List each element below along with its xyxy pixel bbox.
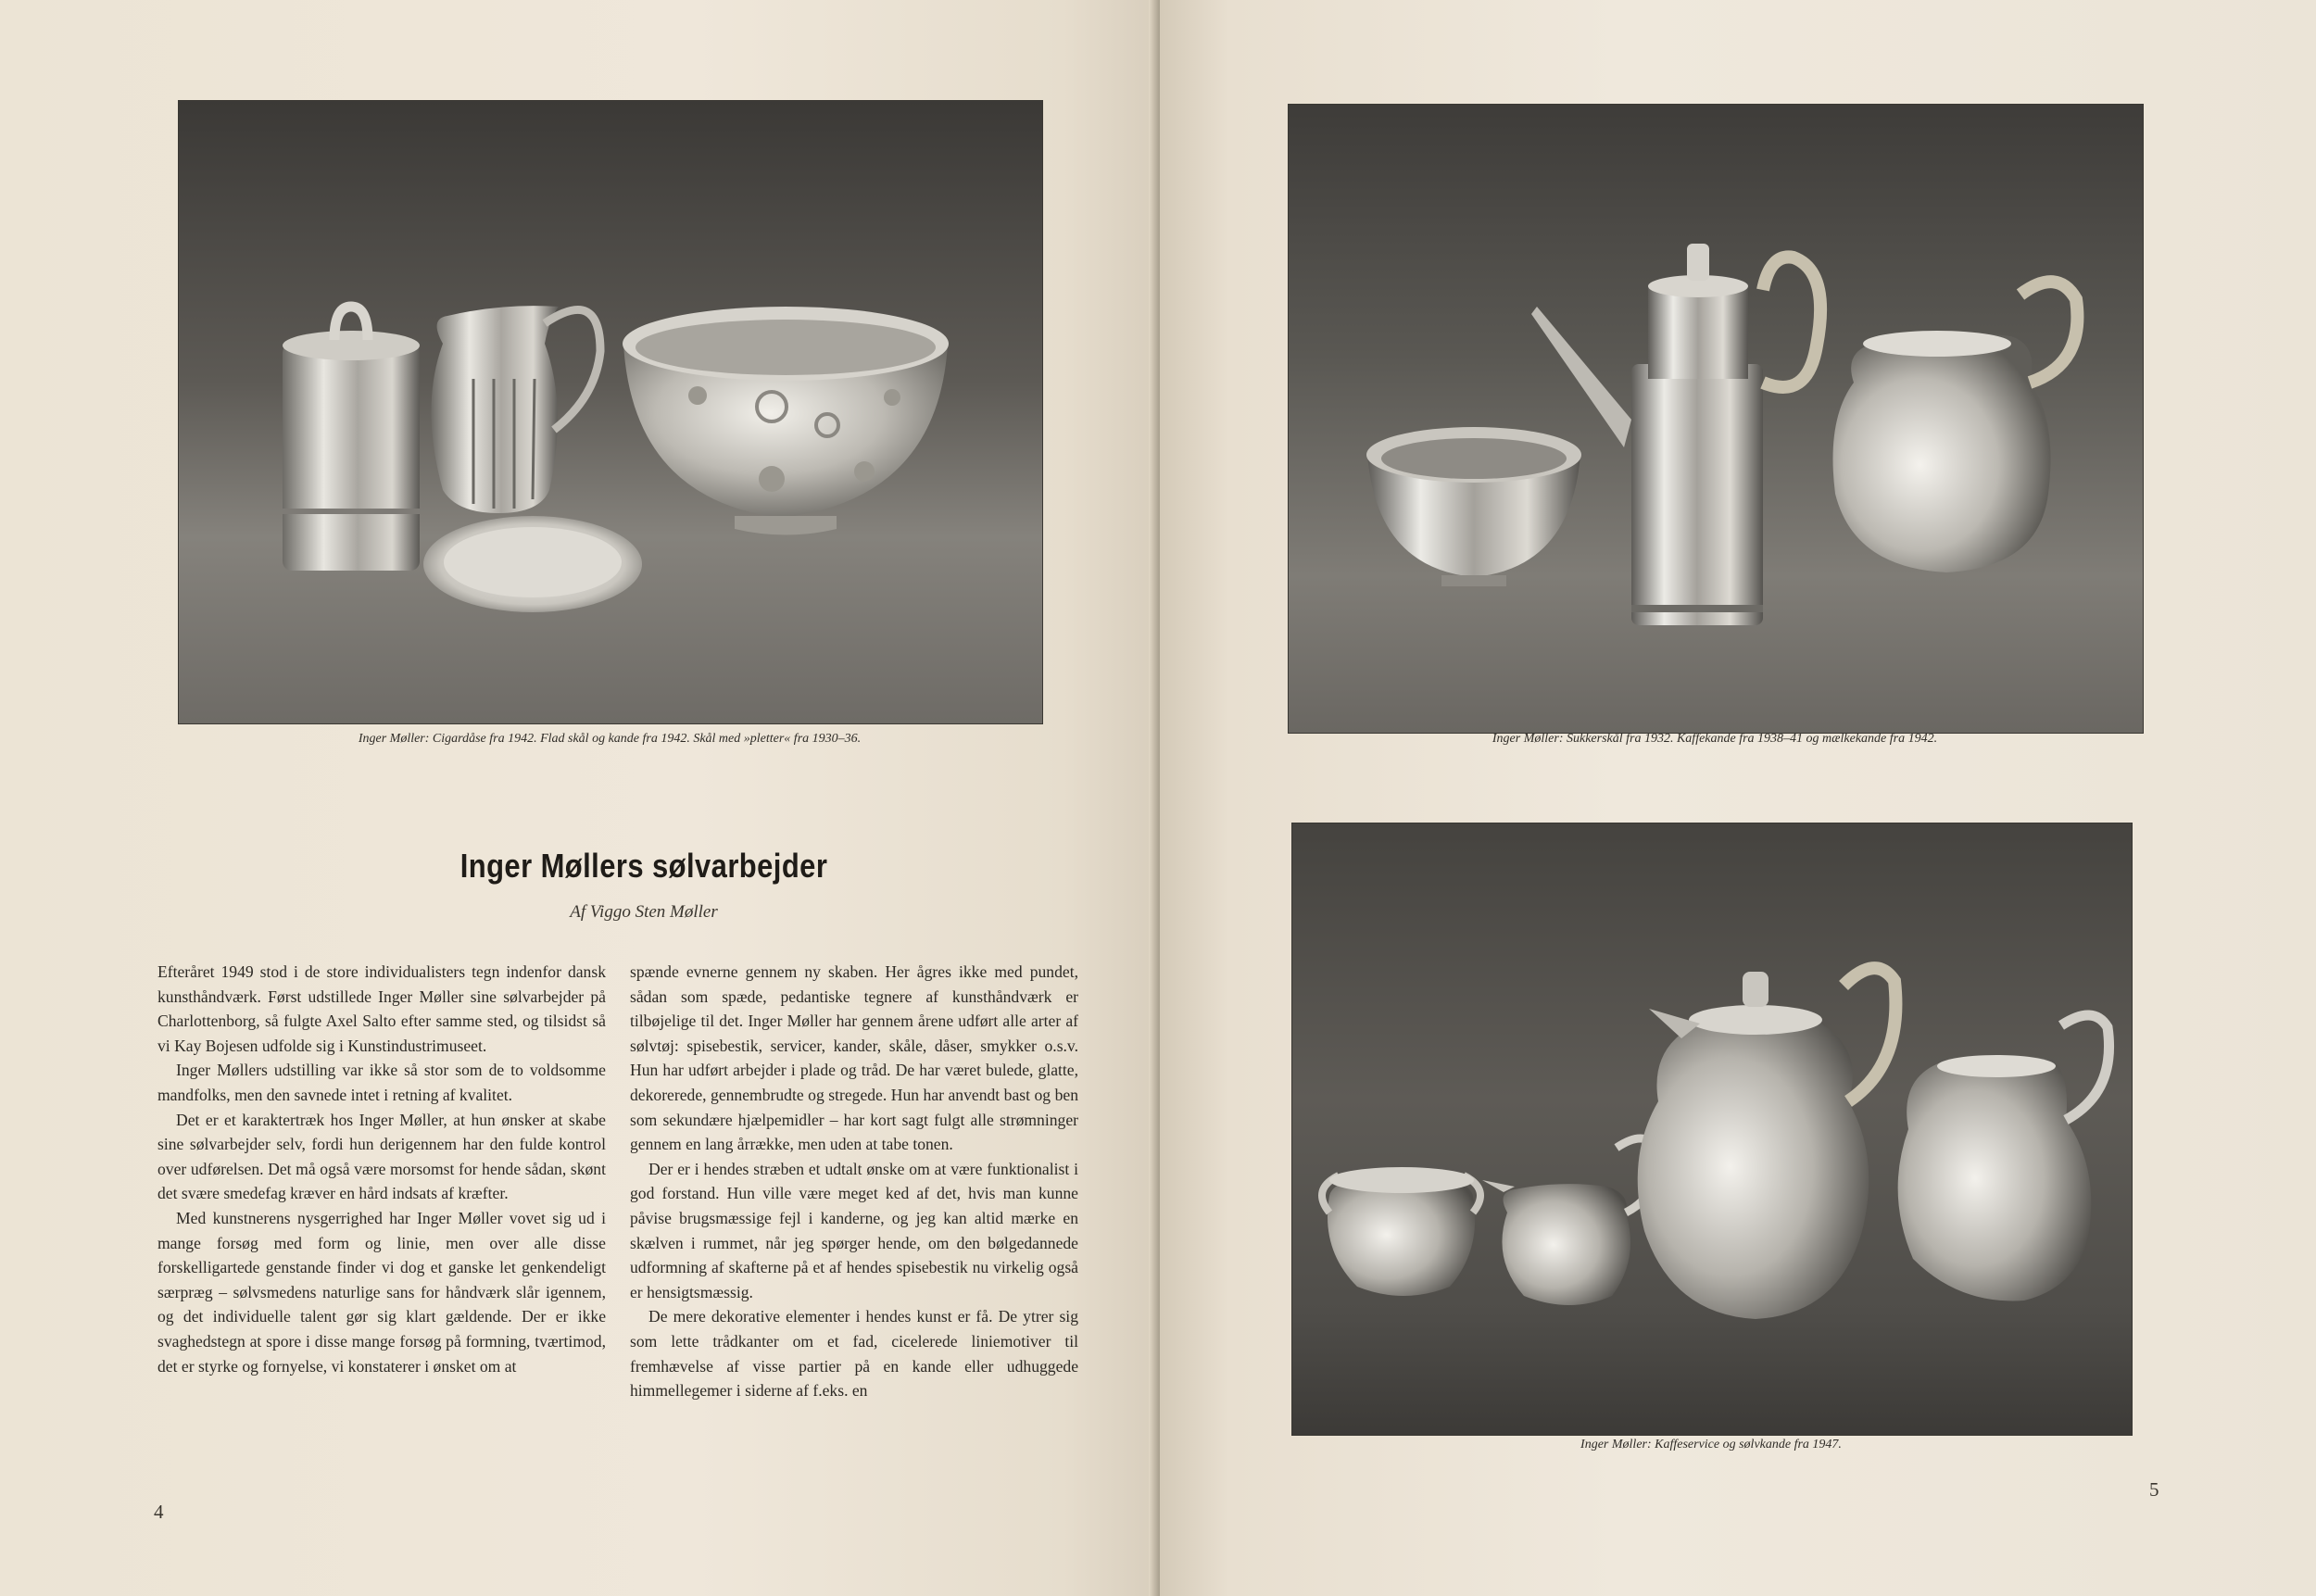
photo-silverware-illustration [179,101,1042,723]
photo-coffee-set-1932-1942 [1288,104,2144,734]
text-column-1 [157,960,606,1378]
photo-coffee-set-illustration [1289,105,2143,733]
page-number: 4 [154,1501,164,1523]
photo-coffee-service-illustration [1292,823,2132,1435]
photo-silverware-1942 [178,100,1043,724]
right-page [1160,0,2316,1596]
paragraph: De mere dekorative elementer i hendes kunst er få. De ytrer sig som lette trådkanter om et fad, cicelerede liniemotiver til fremhævelse af visse partier på en kande eller udhuggede himmellegemer i siderne af f.eks. en [630,1307,1078,1401]
paragraph: Inger Møllers udstilling var ikke så stor som de to voldsomme mandfolks, men den savnede intet i retning af kvalitet. [157,1061,606,1104]
article-title: Inger Møllers sølvarbejder [459,847,828,885]
paragraph: Det er et karaktertræk hos Inger Møller, at hun ønsker at skabe sine sølvarbejder selv, fordi hun derigennem har den fulde kontrol over udførelsen. Det må også være morsomst for hende sådan, skønt det svære smedefag kræver en hård indsats af kræfter. [157,1110,606,1203]
paragraph: Der er i hendes stræben et udtalt ønske om at være funktionalist i god forstand. Hun ville være meget ked af det, hvis man kunne påvise brugsmæssige fejl i kanderne, og jeg kan altid mærke en skælven i rummet, når jeg spørger hende, om den bølgedannede udformning af skafterne på et af hendes spisebestik nu virkelig også er hensigtsmæssig. [630,1159,1078,1301]
photo-caption: Inger Møller: Sukkerskål fra 1932. Kaffekande fra 1938–41 og mælkekande fra 1942. [1492,732,1938,746]
paragraph: Efteråret 1949 stod i de store individualisters tegn indenfor dansk kunsthåndværk. Først udstillede Inger Møller sine sølvarbejder på Charlottenborg, så fulgte Axel Salto efter samme sted, og tilsidst så vi Kay Bojesen udfolde sig i Kunstindustrimuseet. [157,962,606,1055]
left-page [0,0,1156,1596]
text-column-2 [630,960,1078,1403]
photo-caption: Inger Møller: Kaffeservice og sølvkande fra 1947. [1580,1438,1842,1451]
page-number: 5 [2149,1478,2159,1501]
article-byline: Af Viggo Sten Møller [570,902,718,922]
paragraph: spænde evnerne gennem ny skaben. Her ågres ikke med pundet, sådan som spæde, pedantiske tegnere af kunsthåndværk er tilbøjelige til det. Inger Møller har gennem årene udført alle arter af sølvtøj: spisebestik, servicer, kander, skåle, dåser, smykker o.s.v. Hun har udført arbejder i plade og tråd. De har været bulede, glatte, dekorerede, gennembrudte og stregede. Hun har anvendt bast og ben som sekundære hjælpemidler – har kort sagt fulgt alle strømninger gennem en lang årrække, men uden at tabe tonen. [630,962,1078,1154]
paragraph: Med kunstnerens nysgerrighed har Inger Møller vovet sig ud i mange forsøg med form og linie, men over alle disse forskelligartede genstande finder vi dog et ganske let genkendeligt særpræg – sølvsmedens naturlige sans for håndværk slår igennem, og det individuelle talent gør sig klart gældende. Der er ikke svaghedstegn at spore i disse mange forsøg på formning, tværtimod, det er styrke og fornyelse, vi konstaterer i ønsket om at [157,1208,606,1376]
photo-coffee-service-1947 [1291,823,2133,1436]
photo-caption: Inger Møller: Cigardåse fra 1942. Flad skål og kande fra 1942. Skål med »pletter« fra 1930–36. [358,732,862,746]
